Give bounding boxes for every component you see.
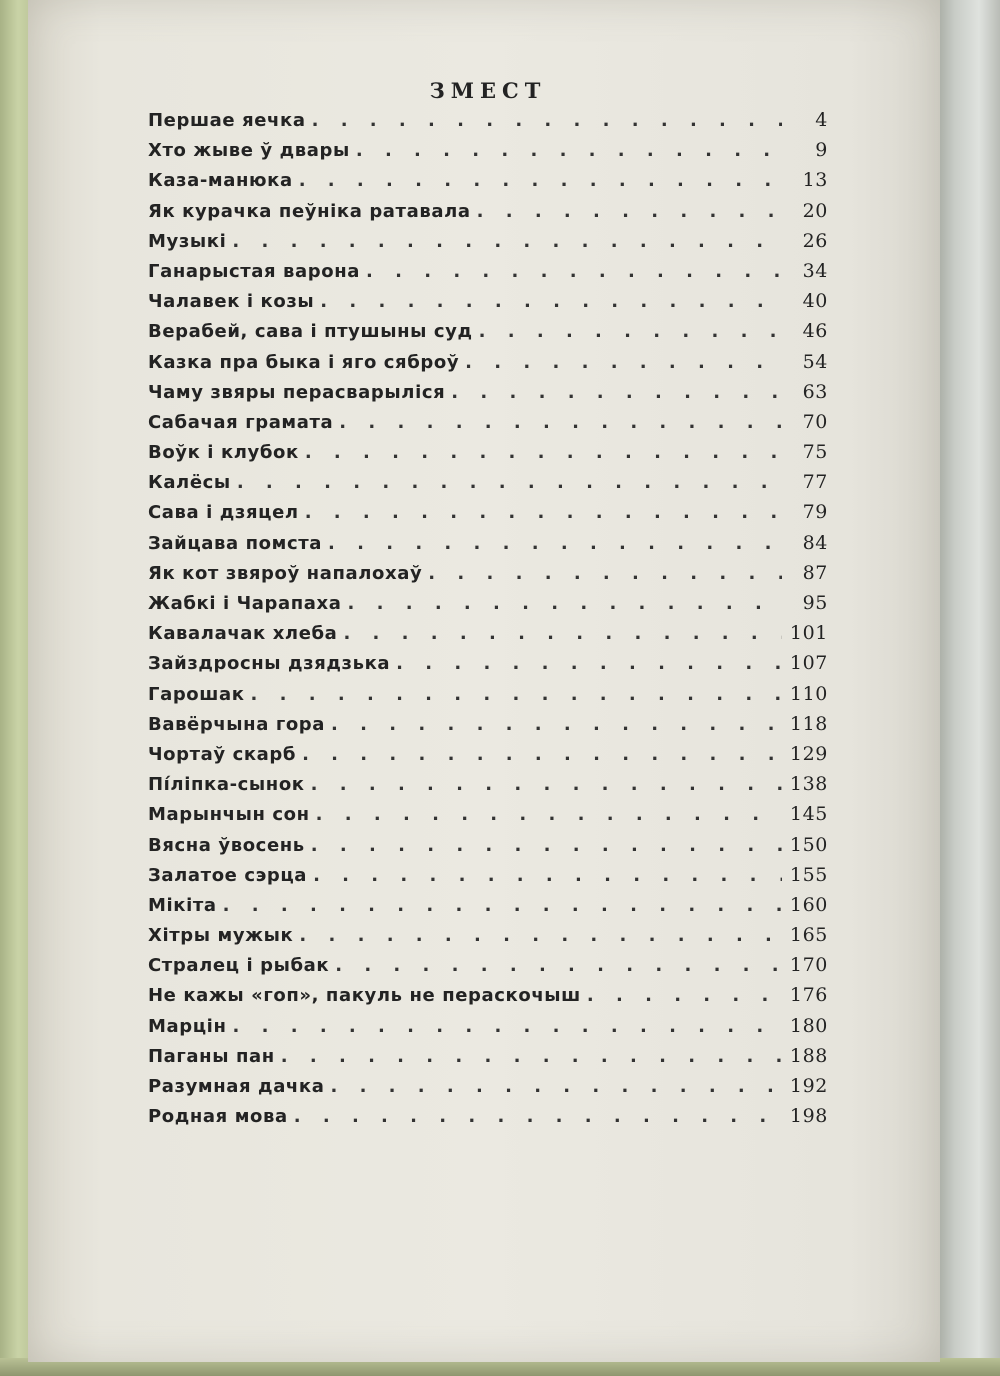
toc-leader-dots xyxy=(339,412,782,433)
toc-entry-page-number: 26 xyxy=(802,229,828,252)
toc-leader-dots xyxy=(305,502,782,523)
toc-leader-dots xyxy=(451,382,782,403)
toc-entry-page-number: 75 xyxy=(802,441,828,464)
toc-entry-page-number: 150 xyxy=(789,833,828,856)
toc-leader-dots xyxy=(302,744,782,765)
toc-entry-title: Верабей, сава і птушыны суд xyxy=(148,321,473,343)
toc-entry xyxy=(148,562,828,592)
toc-entry-page-number: 180 xyxy=(789,1014,828,1037)
toc-entry xyxy=(148,683,828,713)
toc-entry-page-number: 9 xyxy=(815,139,828,162)
toc-entry-page-number: 118 xyxy=(789,712,828,735)
toc-list xyxy=(148,109,828,1135)
toc-entry-title: Чалавек і козы xyxy=(148,291,315,313)
toc-entry xyxy=(148,1045,828,1075)
toc-leader-dots xyxy=(312,110,782,131)
toc-entry-title: Калёсы xyxy=(148,472,231,494)
toc-leader-dots xyxy=(313,865,782,886)
toc-entry-title: Казка пра быка і яго сяброў xyxy=(148,351,460,373)
toc-entry xyxy=(148,109,828,139)
toc-leader-dots xyxy=(294,1106,782,1127)
toc-entry xyxy=(148,773,828,803)
toc-entry xyxy=(148,984,828,1014)
toc-entry xyxy=(148,320,828,350)
toc-entry-title: Каза-манюка xyxy=(148,170,293,192)
toc-entry xyxy=(148,230,828,260)
toc-entry xyxy=(148,200,828,230)
toc-leader-dots xyxy=(428,563,782,584)
toc-entry-page-number: 101 xyxy=(789,622,828,645)
toc-entry-title: Жабкі і Чарапаха xyxy=(148,593,342,614)
toc-entry xyxy=(148,290,828,320)
toc-entry xyxy=(148,743,828,773)
toc-entry-title: Паганы пан xyxy=(148,1045,275,1067)
toc-title: ЗМЕСТ xyxy=(429,78,547,103)
toc-entry-title: Кавалачак хлеба xyxy=(148,623,338,645)
toc-leader-dots xyxy=(328,533,782,554)
toc-leader-dots xyxy=(330,1076,782,1097)
toc-entry xyxy=(148,169,828,199)
toc-entry xyxy=(148,652,828,682)
toc-entry-page-number: 138 xyxy=(789,773,828,796)
toc-entry-page-number: 54 xyxy=(802,350,828,373)
toc-entry-page-number: 170 xyxy=(789,954,828,977)
toc-entry-page-number: 79 xyxy=(802,501,828,524)
toc-entry xyxy=(148,1015,828,1045)
toc-entry-title: Не кажы «гоп», пакуль не пераскочыш xyxy=(148,985,581,1007)
toc-leader-dots xyxy=(331,714,782,735)
toc-entry xyxy=(148,351,828,381)
toc-entry xyxy=(148,713,828,743)
toc-leader-dots xyxy=(311,835,782,856)
toc-entry-page-number: 95 xyxy=(802,592,828,614)
toc-leader-dots xyxy=(587,985,782,1006)
toc-entry xyxy=(148,834,828,864)
book-page xyxy=(28,0,940,1362)
toc-entry-title: Як курачка пеўніка ратавала xyxy=(148,200,471,222)
toc-leader-dots xyxy=(232,231,782,252)
toc-entry xyxy=(148,864,828,894)
toc-leader-dots xyxy=(396,653,782,674)
toc-entry-title: Марынчын сон xyxy=(148,804,310,826)
toc-entry xyxy=(148,501,828,531)
toc-entry-page-number: 145 xyxy=(789,803,828,826)
toc-leader-dots xyxy=(335,955,782,976)
toc-entry-title: Сава і дзяцел xyxy=(148,502,299,524)
toc-entry xyxy=(148,894,828,924)
toc-entry-page-number: 4 xyxy=(815,109,828,131)
toc-entry-title: Хто жыве ў двары xyxy=(148,140,350,162)
toc-entry-title: Гарошак xyxy=(148,683,245,705)
toc-entry-title: Воўк і клубок xyxy=(148,442,299,464)
toc-entry xyxy=(148,803,828,833)
toc-entry xyxy=(148,954,828,984)
toc-entry-title: Зайцава помста xyxy=(148,532,323,554)
toc-leader-dots xyxy=(311,774,782,795)
toc-entry-page-number: 176 xyxy=(789,984,828,1007)
toc-entry-page-number: 188 xyxy=(789,1044,828,1067)
toc-entry-page-number: 20 xyxy=(802,199,828,222)
toc-entry-page-number: 129 xyxy=(789,742,828,765)
toc-leader-dots xyxy=(366,261,782,282)
toc-leader-dots xyxy=(356,140,782,161)
toc-leader-dots xyxy=(465,352,782,373)
toc-entry-page-number: 160 xyxy=(789,893,828,916)
book-cover-right-edge xyxy=(930,0,1000,1376)
toc-entry-title: Залатое сэрца xyxy=(148,864,308,886)
toc-entry-title: Зайздросны дзядзька xyxy=(148,653,391,675)
toc-entry-title: Першае яечка xyxy=(148,110,306,131)
toc-entry xyxy=(148,260,828,290)
toc-entry-title: Чортаў скарб xyxy=(148,743,297,765)
toc-entry xyxy=(148,1075,828,1105)
toc-entry-page-number: 155 xyxy=(789,863,828,886)
toc-leader-dots xyxy=(299,925,782,946)
toc-leader-dots xyxy=(299,170,782,191)
toc-entry-title: Мікіта xyxy=(148,894,217,916)
toc-entry-page-number: 192 xyxy=(789,1075,828,1097)
toc-entry-title: Марцін xyxy=(148,1015,227,1037)
toc-entry-title: Вавёрчына гора xyxy=(148,713,326,735)
toc-leader-dots xyxy=(233,1016,783,1037)
toc-entry-page-number: 198 xyxy=(789,1105,828,1128)
toc-leader-dots xyxy=(479,321,782,342)
toc-entry xyxy=(148,924,828,954)
toc-entry xyxy=(148,471,828,501)
toc-entry-title: Хітры мужык xyxy=(148,925,294,947)
toc-entry-page-number: 77 xyxy=(802,471,828,494)
toc-entry-page-number: 46 xyxy=(802,320,828,343)
toc-entry-title: Як кот звяроў напалохаў xyxy=(148,562,423,584)
toc-entry-page-number: 63 xyxy=(802,380,828,403)
toc-entry-page-number: 70 xyxy=(802,410,828,433)
toc-leader-dots xyxy=(316,804,782,825)
toc-entry-title: Музыкі xyxy=(148,230,227,252)
toc-leader-dots xyxy=(281,1046,782,1067)
toc-leader-dots xyxy=(477,201,782,222)
toc-entry-page-number: 87 xyxy=(802,561,828,584)
toc-entry-page-number: 84 xyxy=(802,531,828,554)
toc-entry-page-number: 40 xyxy=(802,290,828,313)
toc-leader-dots xyxy=(305,442,782,463)
toc-entry-page-number: 34 xyxy=(802,259,828,282)
toc-entry-page-number: 110 xyxy=(789,682,828,705)
toc-entry xyxy=(148,532,828,562)
toc-entry-title: Ганарыстая варона xyxy=(148,260,361,282)
toc-entry xyxy=(148,381,828,411)
toc-leader-dots xyxy=(320,291,782,312)
toc-entry-title: Чаму звяры перасварыліся xyxy=(148,381,446,403)
toc-leader-dots xyxy=(251,684,782,705)
toc-entry xyxy=(148,411,828,441)
toc-entry-page-number: 13 xyxy=(802,169,828,192)
toc-entry-title: Пі́ліпка-сынок xyxy=(148,774,305,796)
toc-entry-page-number: 107 xyxy=(789,652,828,675)
toc-entry xyxy=(148,592,828,622)
toc-entry-title: Родная мова xyxy=(148,1106,288,1128)
toc-entry-title: Вясна ўвосень xyxy=(148,834,305,856)
toc-leader-dots xyxy=(223,895,782,916)
toc-entry xyxy=(148,1105,828,1135)
toc-entry xyxy=(148,622,828,652)
toc-entry xyxy=(148,139,828,169)
toc-leader-dots xyxy=(343,623,782,644)
toc-entry-title: Стралец і рыбак xyxy=(148,955,330,977)
toc-entry-page-number: 165 xyxy=(789,924,828,947)
toc-entry xyxy=(148,441,828,471)
toc-leader-dots xyxy=(348,593,782,614)
table-of-contents xyxy=(148,78,828,1135)
toc-leader-dots xyxy=(237,472,782,493)
toc-entry-title: Сабачая грамата xyxy=(148,411,334,433)
toc-entry-title: Разумная дачка xyxy=(148,1076,325,1097)
